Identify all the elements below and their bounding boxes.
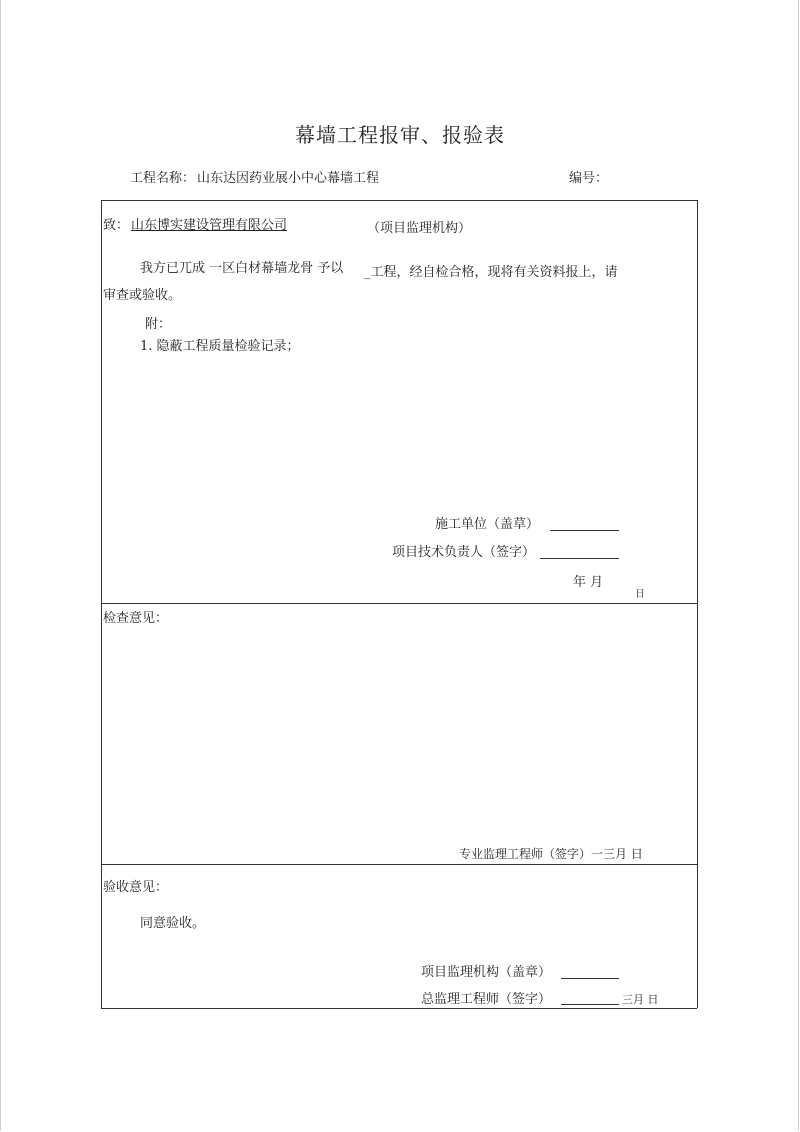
form-title: 幕墙工程报审、报验表 (295, 123, 505, 147)
supervision-stamp-label: 项目监理机构（盖章） (421, 965, 552, 980)
attachment-label: 附： (145, 317, 172, 332)
body-line-1b: _工程，经自检合格，现将有关资料报上，请 (364, 265, 618, 280)
acceptance-opinion-text: 同意验收。 (140, 916, 206, 931)
body-line-2: 审查或验收。 (103, 288, 182, 303)
chief-engineer-sign-label: 总监理工程师（签字） (421, 992, 552, 1007)
supervision-org-label: （项目监理机构） (367, 221, 472, 236)
year-month-label: 年 月 (573, 575, 604, 590)
to-organization: 山东博实建设管理有限公司 (131, 218, 288, 233)
project-name-label: 工程名称： (130, 171, 196, 186)
to-label: 致： (103, 218, 130, 233)
table-top-border (101, 200, 697, 201)
engineer-sign-line: 专业监理工程师（签字）一三月 日 (459, 847, 643, 861)
chief-engineer-sign-blank (561, 1004, 619, 1005)
table-left-border (101, 200, 102, 1008)
table-right-border (697, 200, 698, 1008)
project-name: 山东达因药业展小中心幕墙工程 (197, 171, 380, 186)
chief-engineer-date: 三月 日 (622, 993, 659, 1006)
section-divider-2 (101, 864, 697, 865)
day-label: 日 (635, 589, 645, 600)
acceptance-opinion-label: 验收意见： (103, 880, 169, 895)
contractor-stamp-label: 施工单位（盖草） (435, 517, 540, 532)
table-bottom-border (101, 1008, 697, 1009)
inspection-opinion-label: 检查意见： (103, 611, 169, 626)
attachment-item-1: 1. 隐蔽工程质量检验记录； (140, 339, 300, 354)
supervision-stamp-blank (561, 978, 619, 979)
tech-lead-sign-label: 项目技术负责人（签字） (392, 545, 536, 560)
contractor-stamp-blank (550, 530, 619, 531)
section-divider-1 (101, 603, 697, 604)
form-number-label: 编号： (569, 171, 609, 186)
tech-lead-sign-blank (540, 558, 619, 559)
body-line-1a: 我方已兀成 一区白材幕墙龙骨 予以 (140, 261, 344, 276)
